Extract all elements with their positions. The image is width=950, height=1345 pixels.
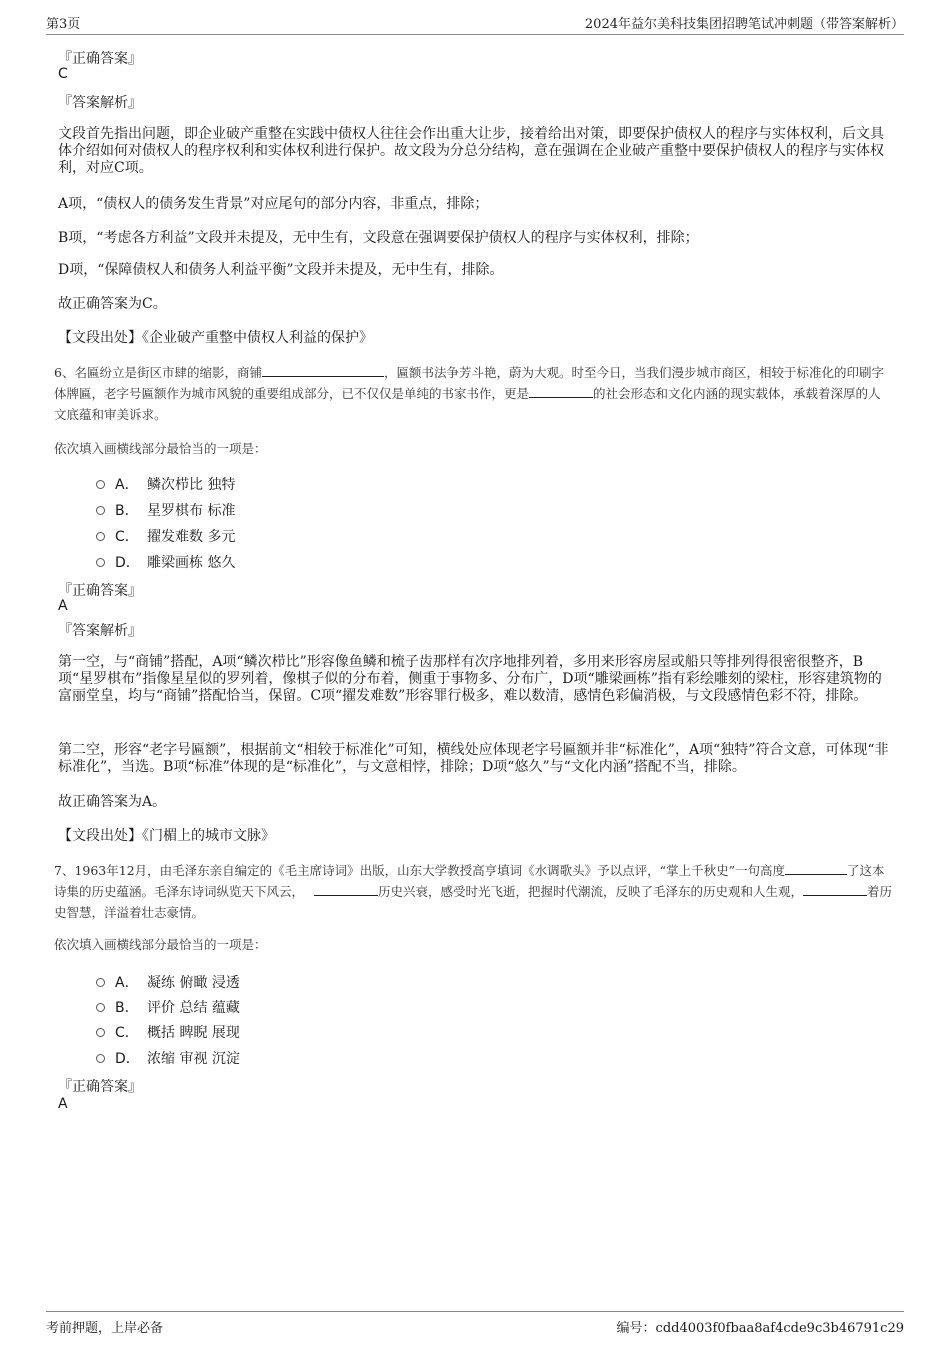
radio-icon[interactable] [96,480,105,489]
q6-blank-1 [262,364,384,377]
q5-analysis-p3: B项，“考虑各方利益”文段并未提及，无中生有，文段意在强调要保护债权人的程序与实体权利，排除； [58,230,699,246]
q6-option-d[interactable] [96,552,235,572]
radio-icon[interactable] [96,532,105,541]
q6-prompt: 依次填入画横线部分最恰当的一项是： [54,441,267,456]
q7-option-a[interactable] [96,972,240,992]
q5-analysis-p2: A项，“债权人的债务发生背景”对应尾句的部分内容，非重点，排除； [58,196,489,212]
option-letter: B． [115,1000,139,1016]
radio-icon[interactable] [96,1003,105,1012]
option-text: 概括 睥睨 展现 [147,1025,240,1041]
q6-conclusion: 故正确答案为A。 [58,794,167,810]
q5-analysis-p4: D项，“保障债权人和债务人利益平衡”文段并未提及，无中生有，排除。 [58,262,504,278]
option-text: 浓缩 审视 沉淀 [147,1051,240,1067]
q5-answer-label: 『正确答案』 [58,51,142,67]
q7-blank-1 [785,862,847,875]
page-footer [46,1311,904,1336]
q7-option-c[interactable] [96,1022,240,1042]
option-text: 鳞次栉比 独特 [147,477,236,493]
option-letter: A． [115,975,139,991]
radio-icon[interactable] [96,978,105,987]
page-header [46,12,904,35]
document-id: 编号：cdd4003f0fbaa8af4cde9c3b46791c29 [616,1321,904,1336]
q5-answer: C [58,66,68,82]
option-letter: B． [115,503,139,519]
q6-option-a[interactable] [96,474,235,494]
q7-stem [54,860,896,923]
radio-icon[interactable] [96,558,105,567]
q7-answer-label: 『正确答案』 [58,1079,142,1095]
q7-stem-part4: 着历史智慧，洋溢着壮志豪情。 [54,884,893,920]
q6-option-c[interactable] [96,526,235,546]
q6-stem-part3: 的社会形态和文化内涵的现实载体，承载着深厚的人文底蕴和审美诉求。 [54,386,881,422]
q6-option-b[interactable] [96,500,235,520]
option-text: 雕梁画栋 悠久 [147,555,236,571]
option-text: 擢发难数 多元 [147,529,236,545]
option-letter: C． [115,1025,139,1041]
q5-analysis-p1: 文段首先指出问题，即企业破产重整在实践中债权人往往会作出重大让步，接着给出对策，即要保护债权人的程序与实体权利，后文具体介绍如何对债权人的程序权利和实体权利进行保护。故文段为分总分结构，意在强调在企业破产重整中要保护债权人的程序与实体权利，对应C项。 [58,126,884,176]
q7-blank-3 [803,883,867,896]
option-text: 评价 总结 蕴藏 [147,1000,240,1016]
q5-analysis-label: 『答案解析』 [58,95,142,111]
q7-stem-part2: 了这本诗集的历史蕴涵。毛泽东诗词纵览天下风云， [54,863,885,899]
radio-icon[interactable] [96,506,105,515]
q7-stem-part1: 7、1963年12月，由毛泽东亲自编定的《毛主席诗词》出版，山东大学教授高亨填词《水调歌头》予以点评，“掌上千秋史”一句高度 [54,863,785,878]
q7-blank-2 [314,883,378,896]
q5-conclusion: 故正确答案为C。 [58,296,167,312]
radio-icon[interactable] [96,1028,105,1037]
footer-slogan: 考前押题，上岸必备 [46,1321,164,1336]
q6-analysis-p2: 第二空，形容“老字号匾额”，根据前文“相较于标准化”可知，横线处应体现老字号匾额并非“标准化”，A项“独特”符合文意，可体现“非标准化”，当选。B项“标准”体现的是“标准化”，与文意相悖，排除；D项“悠久”与“文化内涵”搭配不当，排除。 [58,742,889,775]
q6-analysis-label: 『答案解析』 [58,623,142,639]
document-title: 2024年益尔美科技集团招聘笔试冲刺题（带答案解析） [584,17,904,32]
q7-option-b[interactable] [96,997,240,1017]
q6-stem-part2: ，匾额书法争芳斗艳，蔚为大观。时至今日，当我们漫步城市商区，相较于标准化的印刷字体牌匾，老字号匾额作为城市风貌的重要组成部分，已不仅仅是单纯的书家书作，更是 [54,365,884,401]
q6-analysis-p1: 第一空，与“商铺”搭配，A项“鳞次栉比”形容像鱼鳞和梳子齿那样有次序地排列着，多用来形容房屋或船只等排列得很密很整齐，B项“星罗棋布”指像星星似的罗列着，像棋子似的分布着，侧重于事物多、分布广，D项“雕梁画栋”指有彩绘雕刻的梁柱，形容建筑物的富丽堂皇，均与“商铺”搭配恰当，保留。C项“擢发难数”形容罪行极多，难以数清，感情色彩偏消极，与文段感情色彩不符，排除。 [58,654,882,704]
option-letter: D． [115,555,140,571]
q7-option-d[interactable] [96,1048,240,1068]
option-letter: C． [115,529,139,545]
q6-blank-2 [529,385,593,398]
option-letter: D． [115,1051,140,1067]
q6-stem [54,362,890,425]
q7-stem-part3: 历史兴衰，感受时光飞逝，把握时代潮流，反映了毛泽东的历史观和人生观， [378,884,804,899]
q6-stem-part1: 6、名匾纷立是街区市肆的缩影，商铺 [54,365,262,380]
q6-source: 【文段出处】《门楣上的城市文脉》 [58,828,275,844]
q7-answer: A [58,1096,68,1112]
radio-icon[interactable] [96,1054,105,1063]
option-letter: A． [115,477,139,493]
q7-prompt: 依次填入画横线部分最恰当的一项是： [54,937,267,952]
page-number: 第3页 [46,17,81,32]
q5-source: 【文段出处】《企业破产重整中债权人利益的保护》 [58,330,373,346]
option-text: 凝练 俯瞰 浸透 [147,975,240,991]
q6-answer: A [58,598,68,614]
q6-answer-label: 『正确答案』 [58,583,142,599]
option-text: 星罗棋布 标准 [147,503,236,519]
